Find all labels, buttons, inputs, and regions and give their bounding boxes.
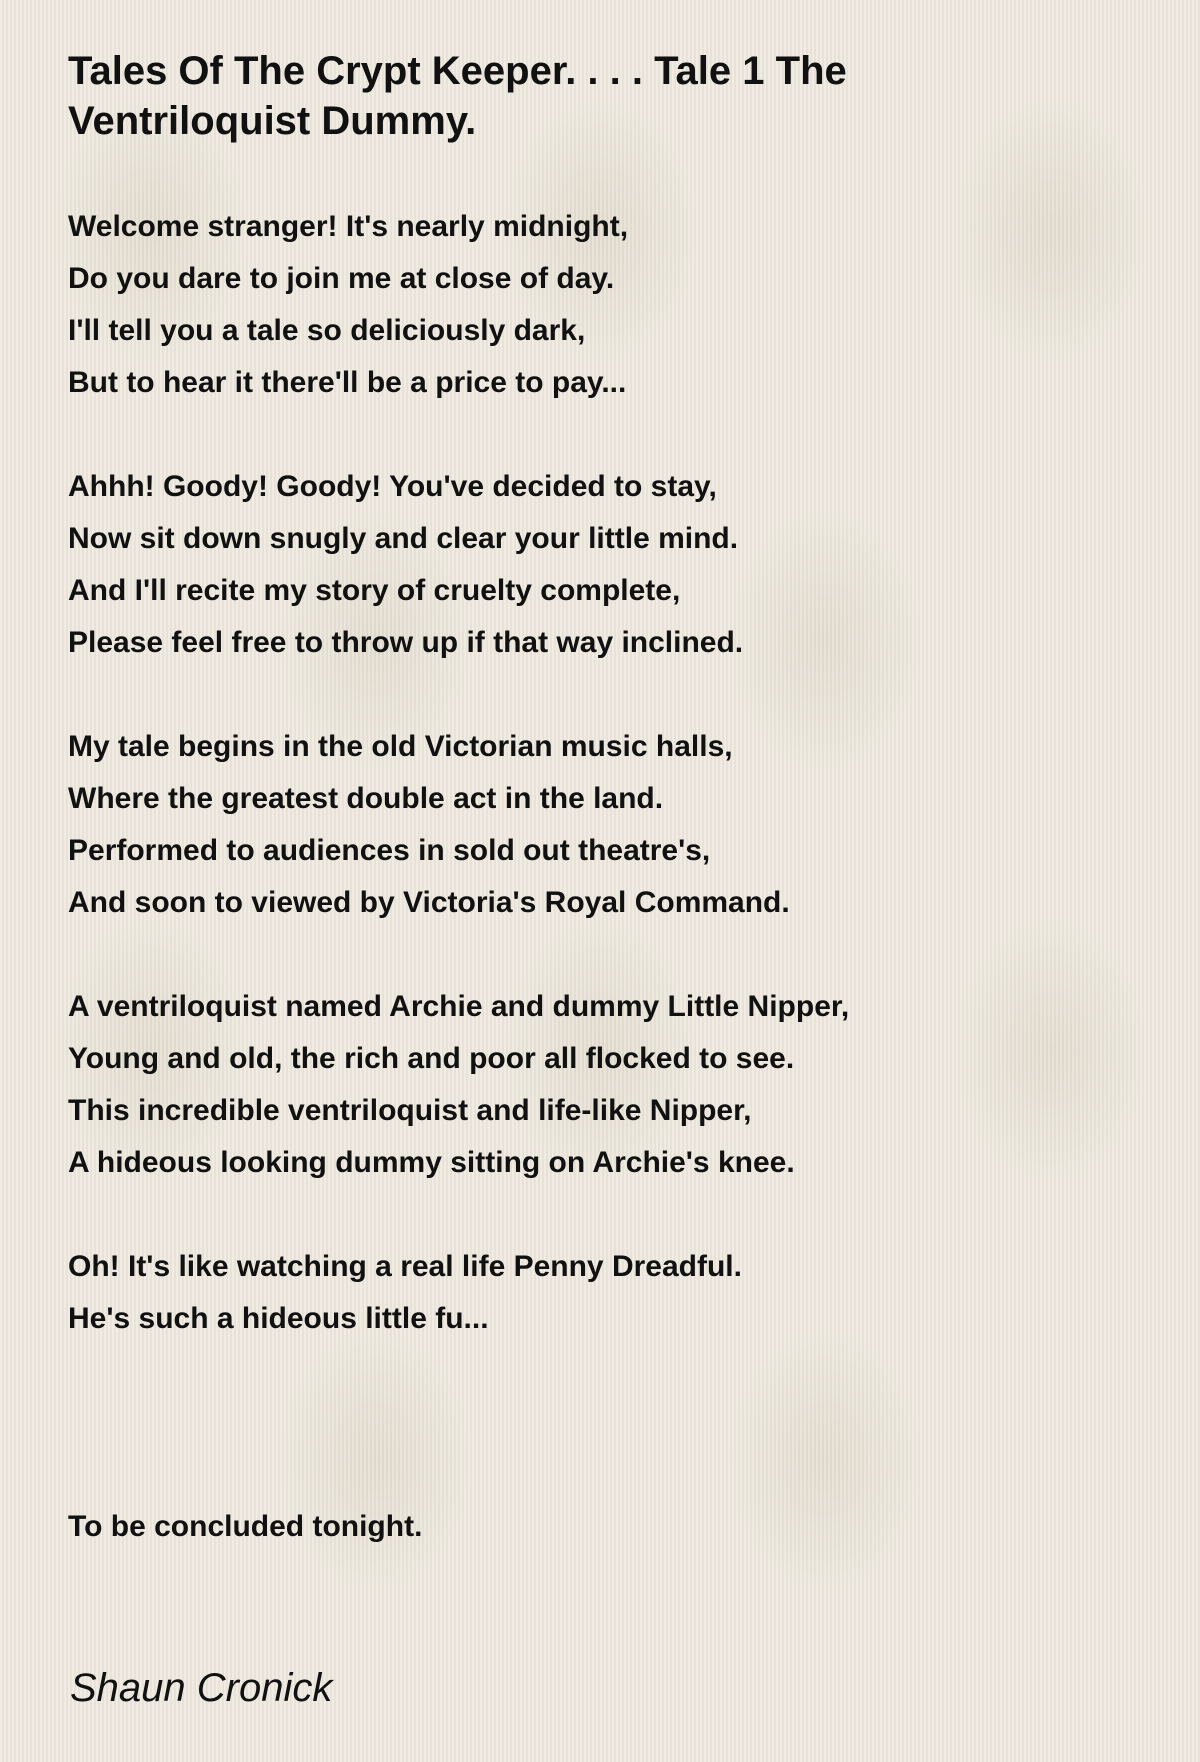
poem-line: Young and old, the rich and poor all flocked to see. bbox=[68, 1042, 795, 1075]
poem-line: Performed to audiences in sold out theatre's, bbox=[68, 834, 711, 867]
poem-line: Welcome stranger! It's nearly midnight, bbox=[68, 210, 629, 243]
poem-line: Oh! It's like watching a real life Penny Dreadful. bbox=[68, 1250, 742, 1283]
poem-line: A hideous looking dummy sitting on Archie's knee. bbox=[68, 1146, 795, 1179]
poem-line: Please feel free to throw up if that way inclined. bbox=[68, 626, 744, 659]
poem-line: He's such a hideous little fu... bbox=[68, 1302, 489, 1335]
poem-line: And soon to viewed by Victoria's Royal Command. bbox=[68, 886, 790, 919]
poem-line: Where the greatest double act in the land. bbox=[68, 782, 664, 815]
poem-line: Do you dare to join me at close of day. bbox=[68, 262, 615, 295]
poem-title: Tales Of The Crypt Keeper. . . . Tale 1 The Ventriloquist Dummy. bbox=[68, 49, 847, 143]
poem-line: My tale begins in the old Victorian music halls, bbox=[68, 730, 733, 763]
poem-line: But to hear it there'll be a price to pay... bbox=[68, 366, 627, 399]
poem-line: Ahhh! Goody! Goody! You've decided to stay, bbox=[68, 470, 717, 503]
poem-line: To be concluded tonight. bbox=[68, 1510, 423, 1543]
poem-line: I'll tell you a tale so deliciously dark, bbox=[68, 314, 586, 347]
poem-line: This incredible ventriloquist and life-like Nipper, bbox=[68, 1094, 752, 1127]
poem-line: Now sit down snugly and clear your little mind. bbox=[68, 522, 739, 555]
author-name: Shaun Cronick bbox=[70, 1666, 333, 1710]
poem-line: And I'll recite my story of cruelty complete, bbox=[68, 574, 681, 607]
poem-line: A ventriloquist named Archie and dummy Little Nipper, bbox=[68, 990, 850, 1023]
